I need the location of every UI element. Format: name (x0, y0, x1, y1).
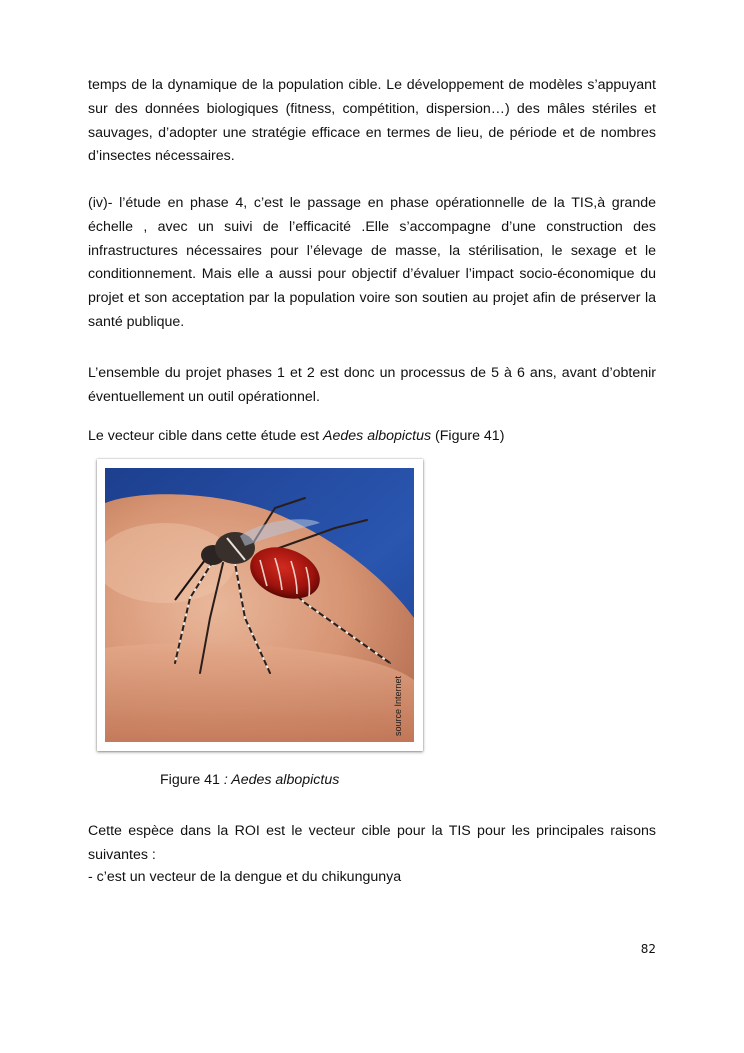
paragraph-text: - c’est un vecteur de la dengue et du chikungunya (88, 869, 402, 885)
paragraph-target-vector (88, 425, 656, 449)
figure-reference: (Figure 41) (431, 428, 505, 444)
paragraph-text: temps de la dynamique de la population cible. Le développement de modèles s’appuyant sur des données biologiques (fitness, compétition, dispersion…) des mâles stériles et sauvages, d’adopter une stratégie efficace en termes de lieu, de période et de nombres d’insectes nécessaires. (88, 77, 656, 165)
figure-caption (160, 770, 339, 790)
paragraph-bullet-dengue (88, 866, 656, 890)
mosquito-photo (105, 468, 414, 742)
paragraph-project-duration (88, 362, 656, 410)
caption-species: : Aedes albopictus (223, 772, 340, 788)
species-name: Aedes albopictus (323, 428, 432, 444)
paragraph-text: (iv)- l’étude en phase 4, c’est le passage en phase opérationnelle de la TIS,à grande échelle , avec un suivi de l’efficacité .Elle s’accompagne d’une construction des infrastructures nécessaires pour l’élevage de masse, la stérilisation, le sexage et le conditionnement. Mais elle a aussi pour objectif d’évaluer l’impact socio-économique du projet et son acceptation par la population voire son soutien au projet afin de préserver la santé publique. (88, 195, 656, 330)
mosquito-illustration (105, 468, 414, 742)
photo-watermark: source Internet (393, 675, 403, 736)
target-vector-prefix: Le vecteur cible dans cette étude est (88, 428, 324, 444)
paragraph-text: L’ensemble du projet phases 1 et 2 est donc un processus de 5 à 6 ans, avant d’obtenir éventuellement un outil opérationnel. (88, 365, 656, 405)
caption-label: Figure 41 (160, 772, 224, 788)
paragraph-reasons (88, 820, 656, 868)
paragraph-population-models (88, 74, 656, 169)
page-number: 82 (640, 942, 656, 956)
paragraph-phase-4 (88, 192, 656, 335)
paragraph-text: Cette espèce dans la ROI est le vecteur cible pour la TIS pour les principales raisons suivantes : (88, 823, 656, 863)
figure-41-frame (97, 459, 423, 751)
